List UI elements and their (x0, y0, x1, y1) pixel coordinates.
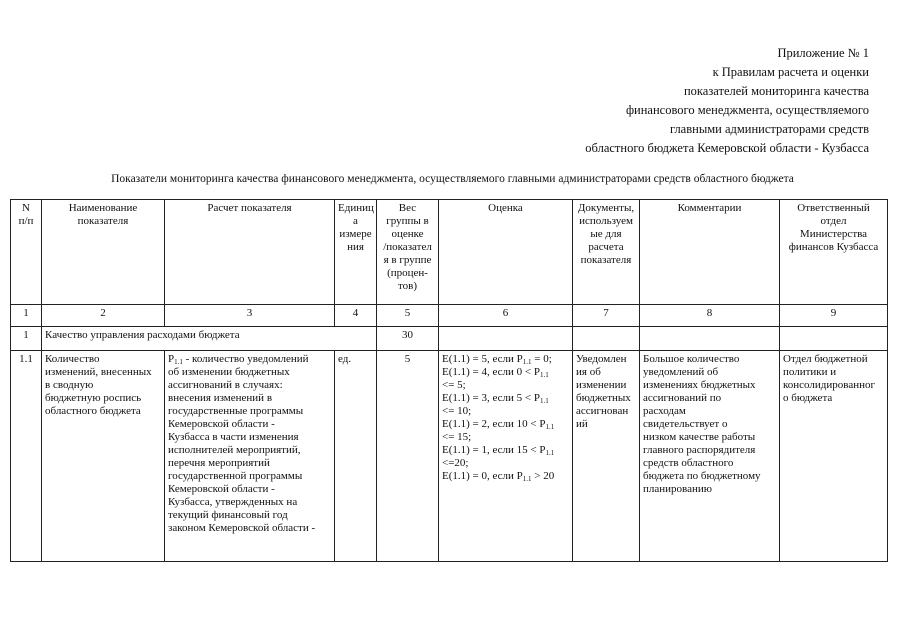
documents-cell: Уведомлен ия об изменении бюджетных ассигнован ий (573, 351, 640, 562)
empty-cell (573, 327, 640, 351)
column-number: 6 (439, 305, 573, 327)
header-cell: Документы, используем ые для расчета показателя (573, 200, 640, 305)
header-cell: Оценка (439, 200, 573, 305)
section-row (11, 327, 888, 351)
header-cell: Комментарии (640, 200, 780, 305)
calculation-cell (165, 351, 335, 562)
appendix-line: областного бюджета Кемеровской области - Кузбасса (585, 141, 869, 155)
evaluation-cell (439, 351, 573, 562)
comment-cell: Большое количество уведомлений об изменениях бюджетных ассигнований по расходам свидетельствует о низком качестве работы главного распорядителя средств областного бюджета по бюджетному планированию (640, 351, 780, 562)
evaluation-line: E(1.1) = 0, если $P_{1.1} > 20$ (442, 470, 555, 483)
column-number: 4 (335, 305, 377, 327)
calc-symbol: P (168, 353, 175, 365)
evaluation-line: <= 5; (442, 379, 466, 391)
header-cell: Наименование показателя (42, 200, 165, 305)
appendix-line: главными администраторами средств (669, 122, 869, 136)
empty-cell (640, 327, 780, 351)
section-number: 1 (11, 327, 42, 351)
appendix-line: Приложение № 1 (777, 46, 869, 60)
document-title: Показатели мониторинга качества финансового менеджмента, осуществляемого главными администраторами средств областного бюджета (111, 173, 794, 185)
evaluation-line: <= 15; (442, 431, 472, 443)
column-number: 1 (11, 305, 42, 327)
calc-subscript: 1.1 (174, 358, 183, 366)
column-number: 8 (640, 305, 780, 327)
calc-text: - количество уведомлений об изменении бюджетных ассигнований в случаях: внесения изменений в государственные программы Кемеровской области - Кузбасса в части изменения исполнителей мероприятий, перечня мероприятий государственной программы Кемеровской области - Кузбасса, утвержденных на текущий финансовый год законом Кемеровской области - (168, 353, 316, 534)
evaluation-line: E(1.1) = 3, если $5 < P_{1.1}$ (442, 392, 549, 405)
column-number: 5 (377, 305, 439, 327)
indicator-name: Количество изменений, внесенных в сводную бюджетную роспись областного бюджета (42, 351, 165, 562)
column-number: 3 (165, 305, 335, 327)
evaluation-line: <=20; (442, 457, 469, 469)
empty-cell (439, 327, 573, 351)
indicators-table (10, 199, 888, 562)
header-cell: Вес группы в оценке /показател я в группе (процен- тов) (377, 200, 439, 305)
column-number-row (11, 305, 888, 327)
header-row (11, 200, 888, 305)
evaluation-line: E(1.1) = 2, если $10 < P_{1.1}$ (442, 418, 555, 431)
evaluation-line: <= 10; (442, 405, 472, 417)
appendix-line: финансового менеджмента, осуществляемого (625, 103, 869, 117)
header-cell: Ответственный отдел Министерства финансов Кузбасса (780, 200, 888, 305)
appendix-line: показателей мониторинга качества (683, 84, 869, 98)
table-row (11, 351, 888, 562)
row-number: 1.1 (11, 351, 42, 562)
unit-cell: ед. (335, 351, 377, 562)
empty-cell (780, 327, 888, 351)
section-name: Качество управления расходами бюджета (42, 327, 377, 351)
department-cell: Отдел бюджетной политики и консолидированног о бюджета (780, 351, 888, 562)
evaluation-line: E(1.1) = 4, если $0 < P_{1.1}$ (442, 366, 549, 379)
evaluation-line: E(1.1) = 1, если $15 < P_{1.1}$ (442, 444, 555, 457)
appendix-line: к Правилам расчета и оценки (712, 65, 869, 79)
header-cell: Расчет показателя (165, 200, 335, 305)
column-number: 7 (573, 305, 640, 327)
evaluation-line: E(1.1) = 5, если $P_{1.1} = 0$; (442, 353, 552, 366)
appendix-block (449, 44, 869, 158)
weight-cell: 5 (377, 351, 439, 562)
header-cell: Единиц а измере ния (335, 200, 377, 305)
column-number: 9 (780, 305, 888, 327)
column-number: 2 (42, 305, 165, 327)
header-cell: N п/п (11, 200, 42, 305)
section-weight: 30 (377, 327, 439, 351)
